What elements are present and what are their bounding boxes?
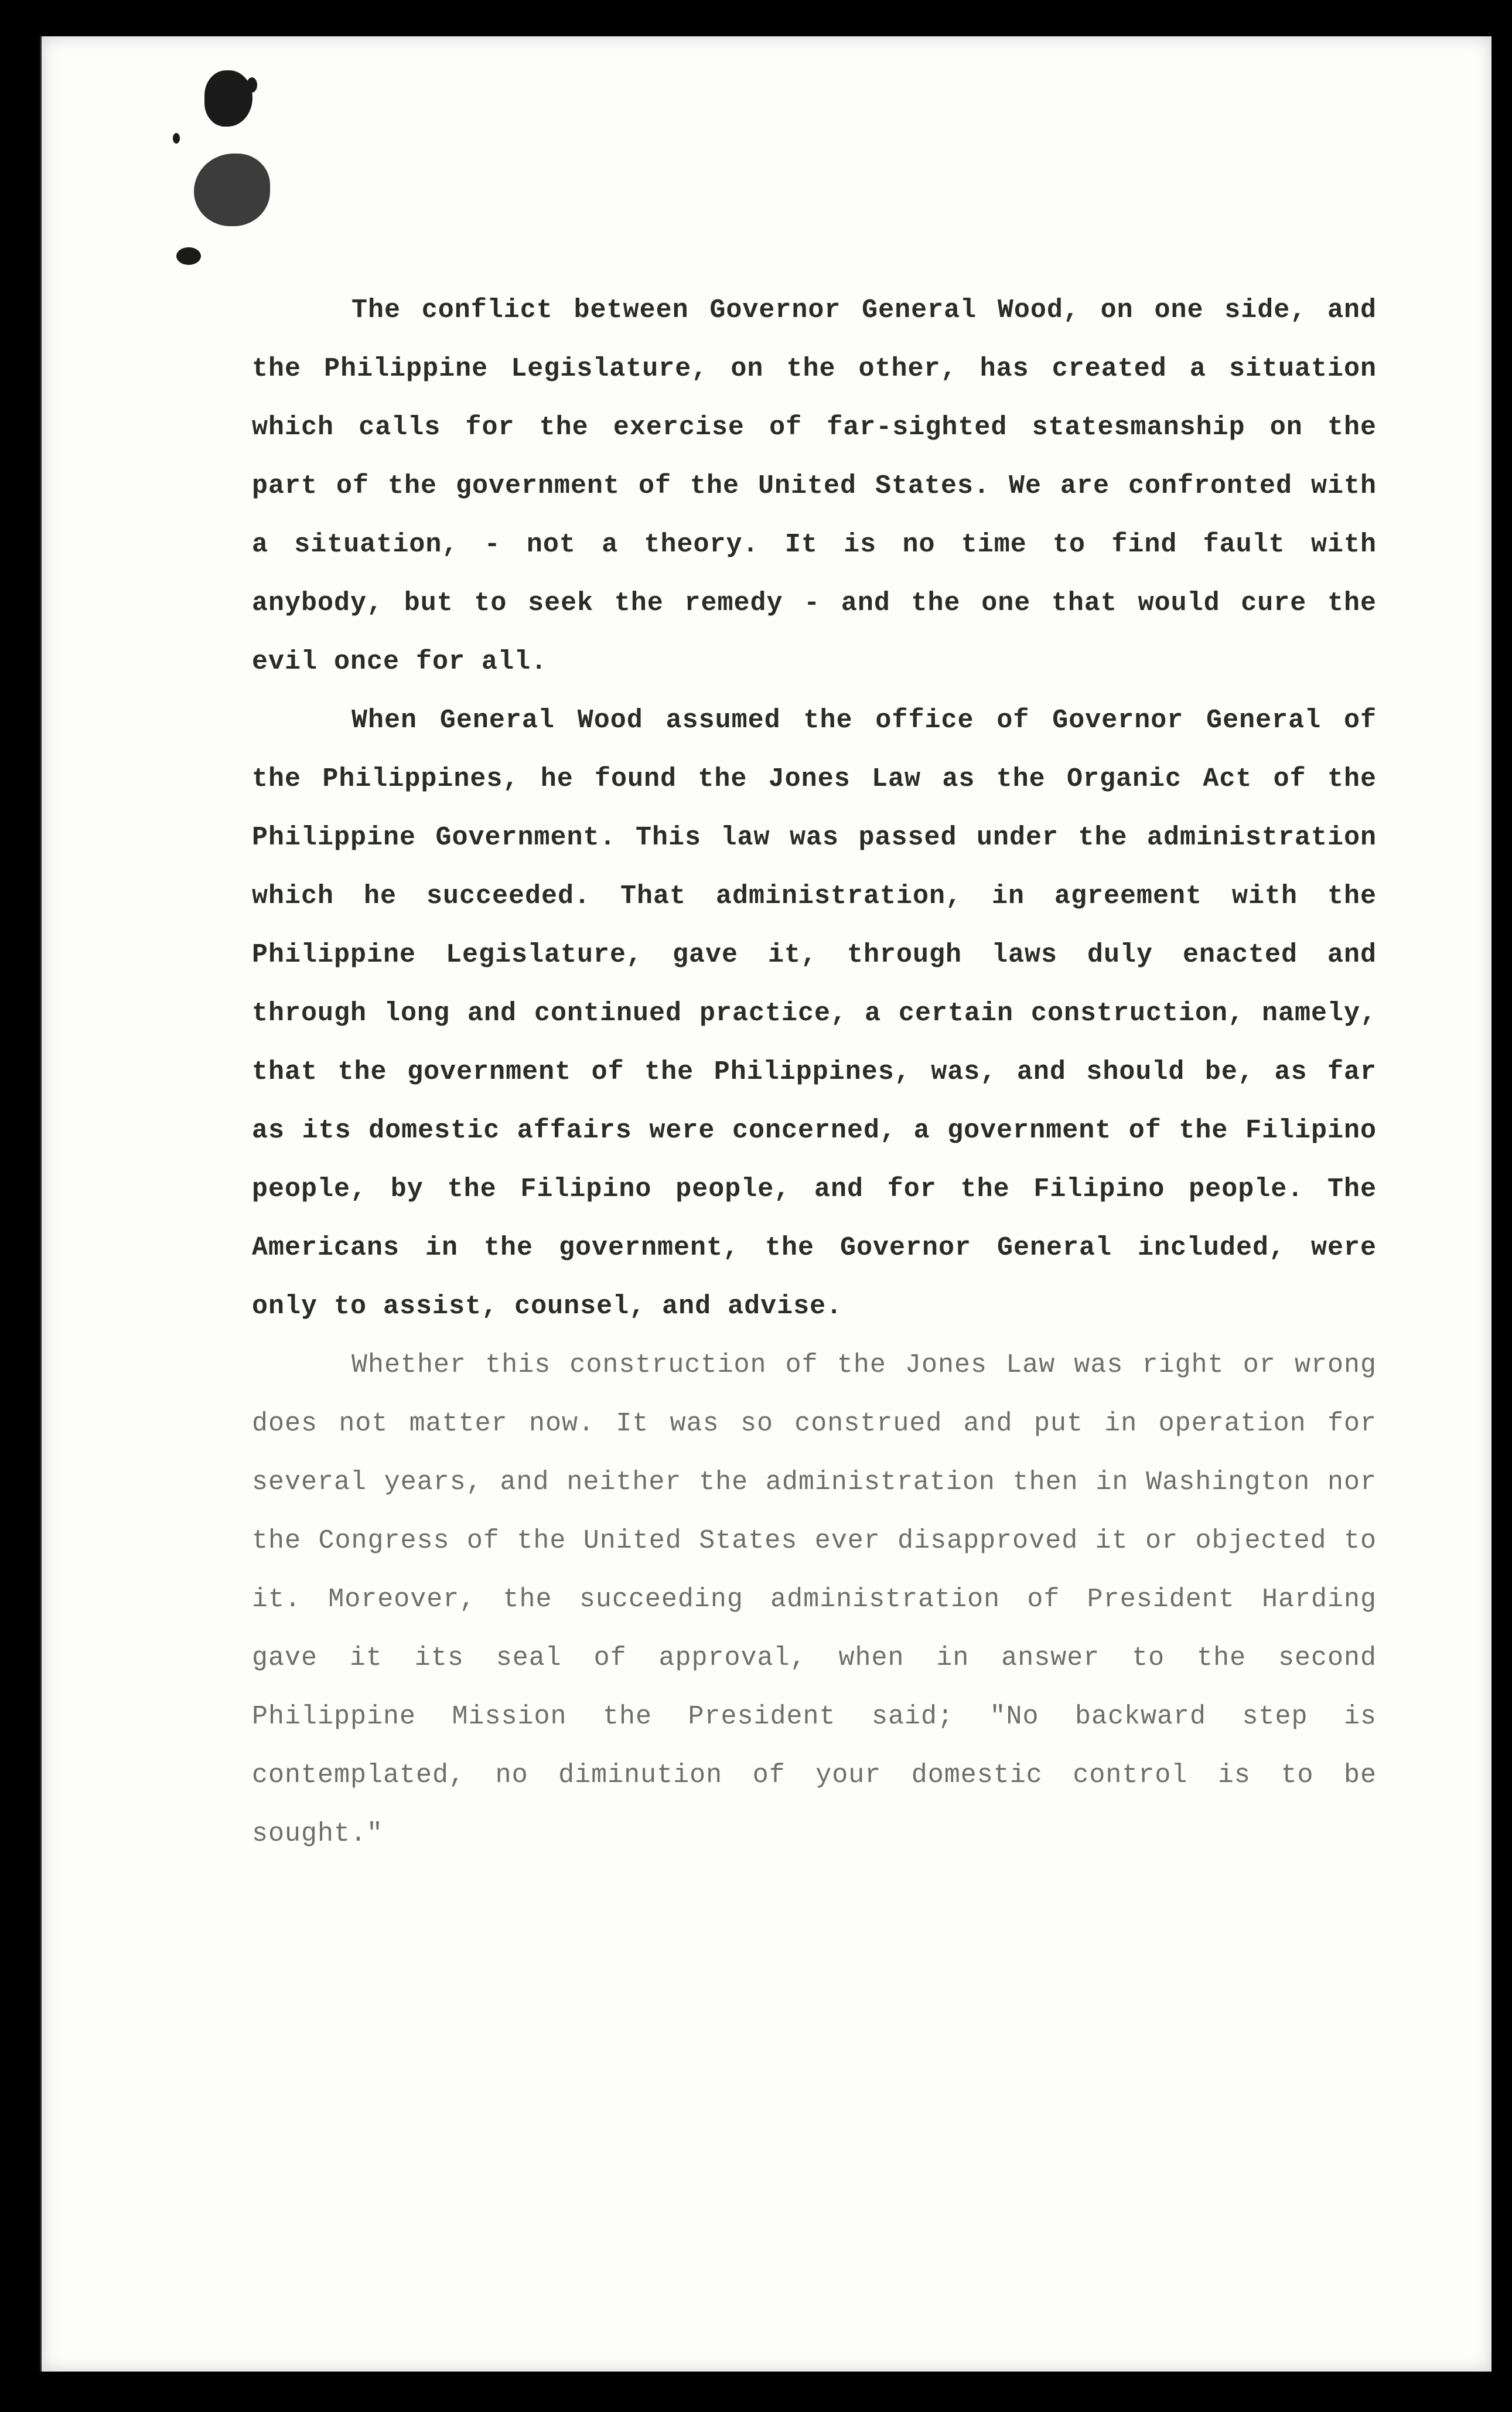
- ink-blot: [176, 247, 201, 265]
- ink-blot: [194, 154, 270, 226]
- paragraph-construction: Whether this construction of the Jones Law was right or wrong does not matter now. It was so construed and put in operation for several years, and neither the administration then in Washington nor the Congress of the United States ever disapproved it or objected to it. Moreover, the succeeding administration of President Harding gave it its seal of approval, when in answer to the second Philippine Mission the President said; "No backward step is contemplated, no diminution of your domestic control is to be sought.": [252, 1350, 1377, 1849]
- ink-blot: [173, 133, 180, 144]
- document-body: [252, 281, 1377, 1863]
- paragraph-jones-law: When General Wood assumed the office of Governor General of the Philippines, he found the Jones Law as the Organic Act of the Philippine Government. This law was passed under the administration which he succeeded. That administration, in agreement with the Philippine Legislature, gave it, through laws duly enacted and through long and continued practice, a certain construction, namely, that the government of the Philippines, was, and should be, as far as its domestic affairs were concerned, a government of the Filipino people, by the Filipino people, and for the Filipino people. The Americans in the government, the Governor General included, were only to assist, counsel, and advise.: [252, 706, 1377, 1321]
- ink-blot: [247, 77, 257, 93]
- paragraph-conflict: The conflict between Governor General Wood, on one side, and the Philippine Legislature, on the other, has created a situation which calls for the exercise of far-sighted statesmanship on the part of the government of the United States. We are confronted with a situation, - not a theory. It is no time to find fault with anybody, but to seek the remedy - and the one that would cure the evil once for all.: [252, 295, 1377, 677]
- ink-blot: [204, 70, 252, 127]
